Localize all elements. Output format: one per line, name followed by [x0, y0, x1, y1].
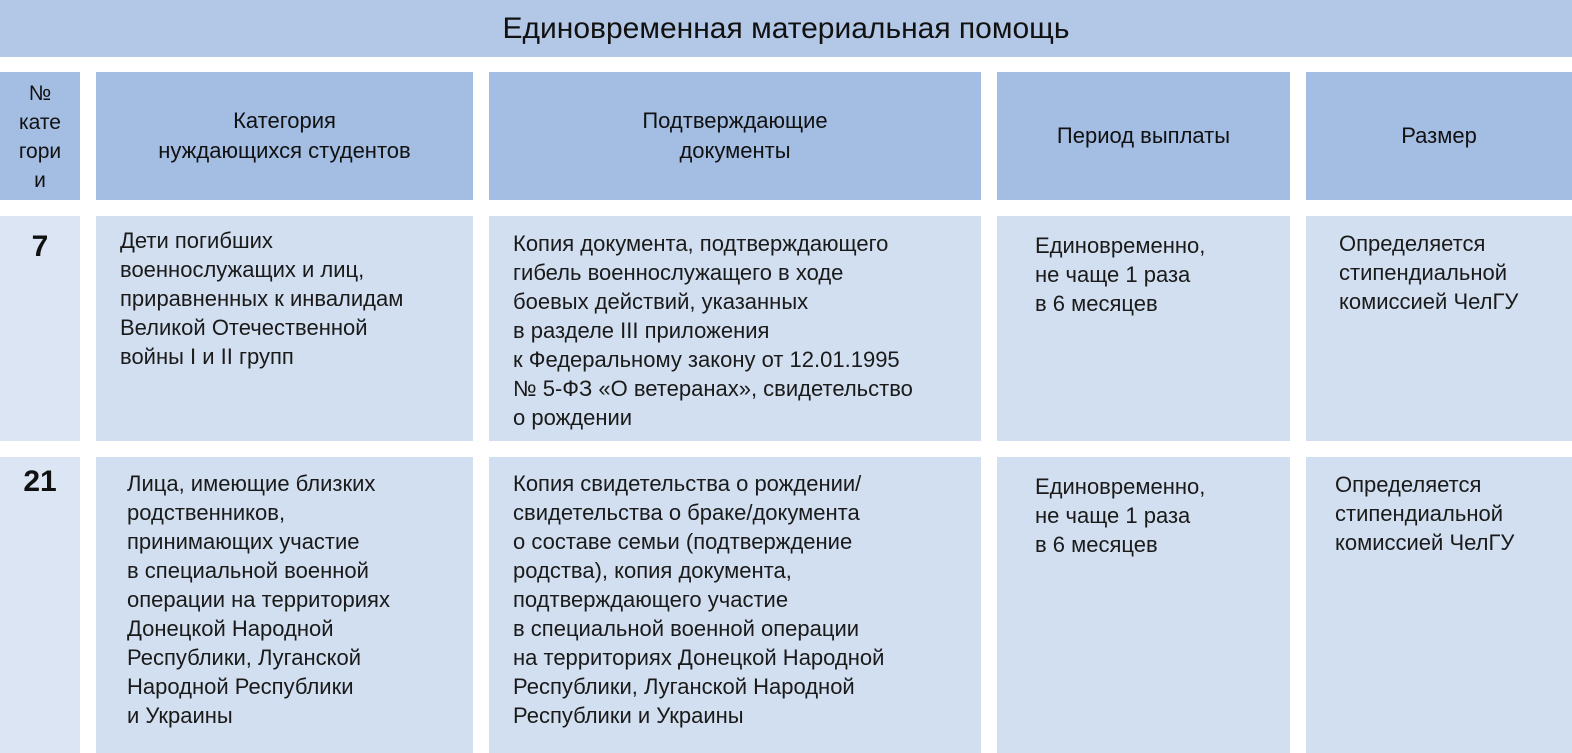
row-number: 7 [31, 230, 49, 263]
header-category: Категория нуждающихся студентов [96, 72, 473, 200]
row-category: Дети погибших военнослужащих и лиц, приравненных к инвалидам Великой Отечественной войны I и II групп [120, 228, 404, 369]
row-category: Лица, имеющие близких родственников, принимающих участие в специальной военной операции на территориях Донецкой Народной Республики, Луганской Народной Республики и Украины [127, 471, 390, 728]
page-title: Единовременная материальная помощь [0, 0, 1572, 57]
header-number: № кате гори и [0, 72, 80, 200]
row-number: 21 [23, 465, 57, 498]
row-documents-cell [489, 457, 981, 753]
row-amount: Определяется стипендиальной комиссией ЧелГУ [1339, 231, 1519, 314]
row-period-cell [997, 457, 1290, 753]
header-documents: Подтверждающие документы [489, 72, 981, 200]
row-amount-cell [1306, 457, 1572, 753]
header-amount: Размер [1306, 72, 1572, 200]
row-period: Единовременно, не чаще 1 раза в 6 месяцев [1035, 233, 1206, 316]
row-documents: Копия документа, подтверждающего гибель военнослужащего в ходе боевых действий, указанных в разделе III приложения к Федеральному закону от 12.01.1995 № 5-ФЗ «О ветеранах», свидетельство о рождении [513, 231, 913, 430]
row-category-cell [96, 216, 473, 441]
table-row [0, 216, 80, 441]
row-period-cell [997, 216, 1290, 441]
table-row [0, 457, 80, 753]
row-amount-cell [1306, 216, 1572, 441]
row-category-cell [96, 457, 473, 753]
row-documents-cell [489, 216, 981, 441]
header-period: Период выплаты [997, 72, 1290, 200]
row-documents: Копия свидетельства о рождении/ свидетельства о браке/документа о составе семьи (подтверждение родства), копия документа, подтверждающего участие в специальной военной операции на территориях Донецкой Народной Республики, Луганской Народной Республики и Украины [513, 471, 885, 728]
row-amount: Определяется стипендиальной комиссией ЧелГУ [1335, 472, 1515, 555]
row-period: Единовременно, не чаще 1 раза в 6 месяцев [1035, 474, 1206, 557]
